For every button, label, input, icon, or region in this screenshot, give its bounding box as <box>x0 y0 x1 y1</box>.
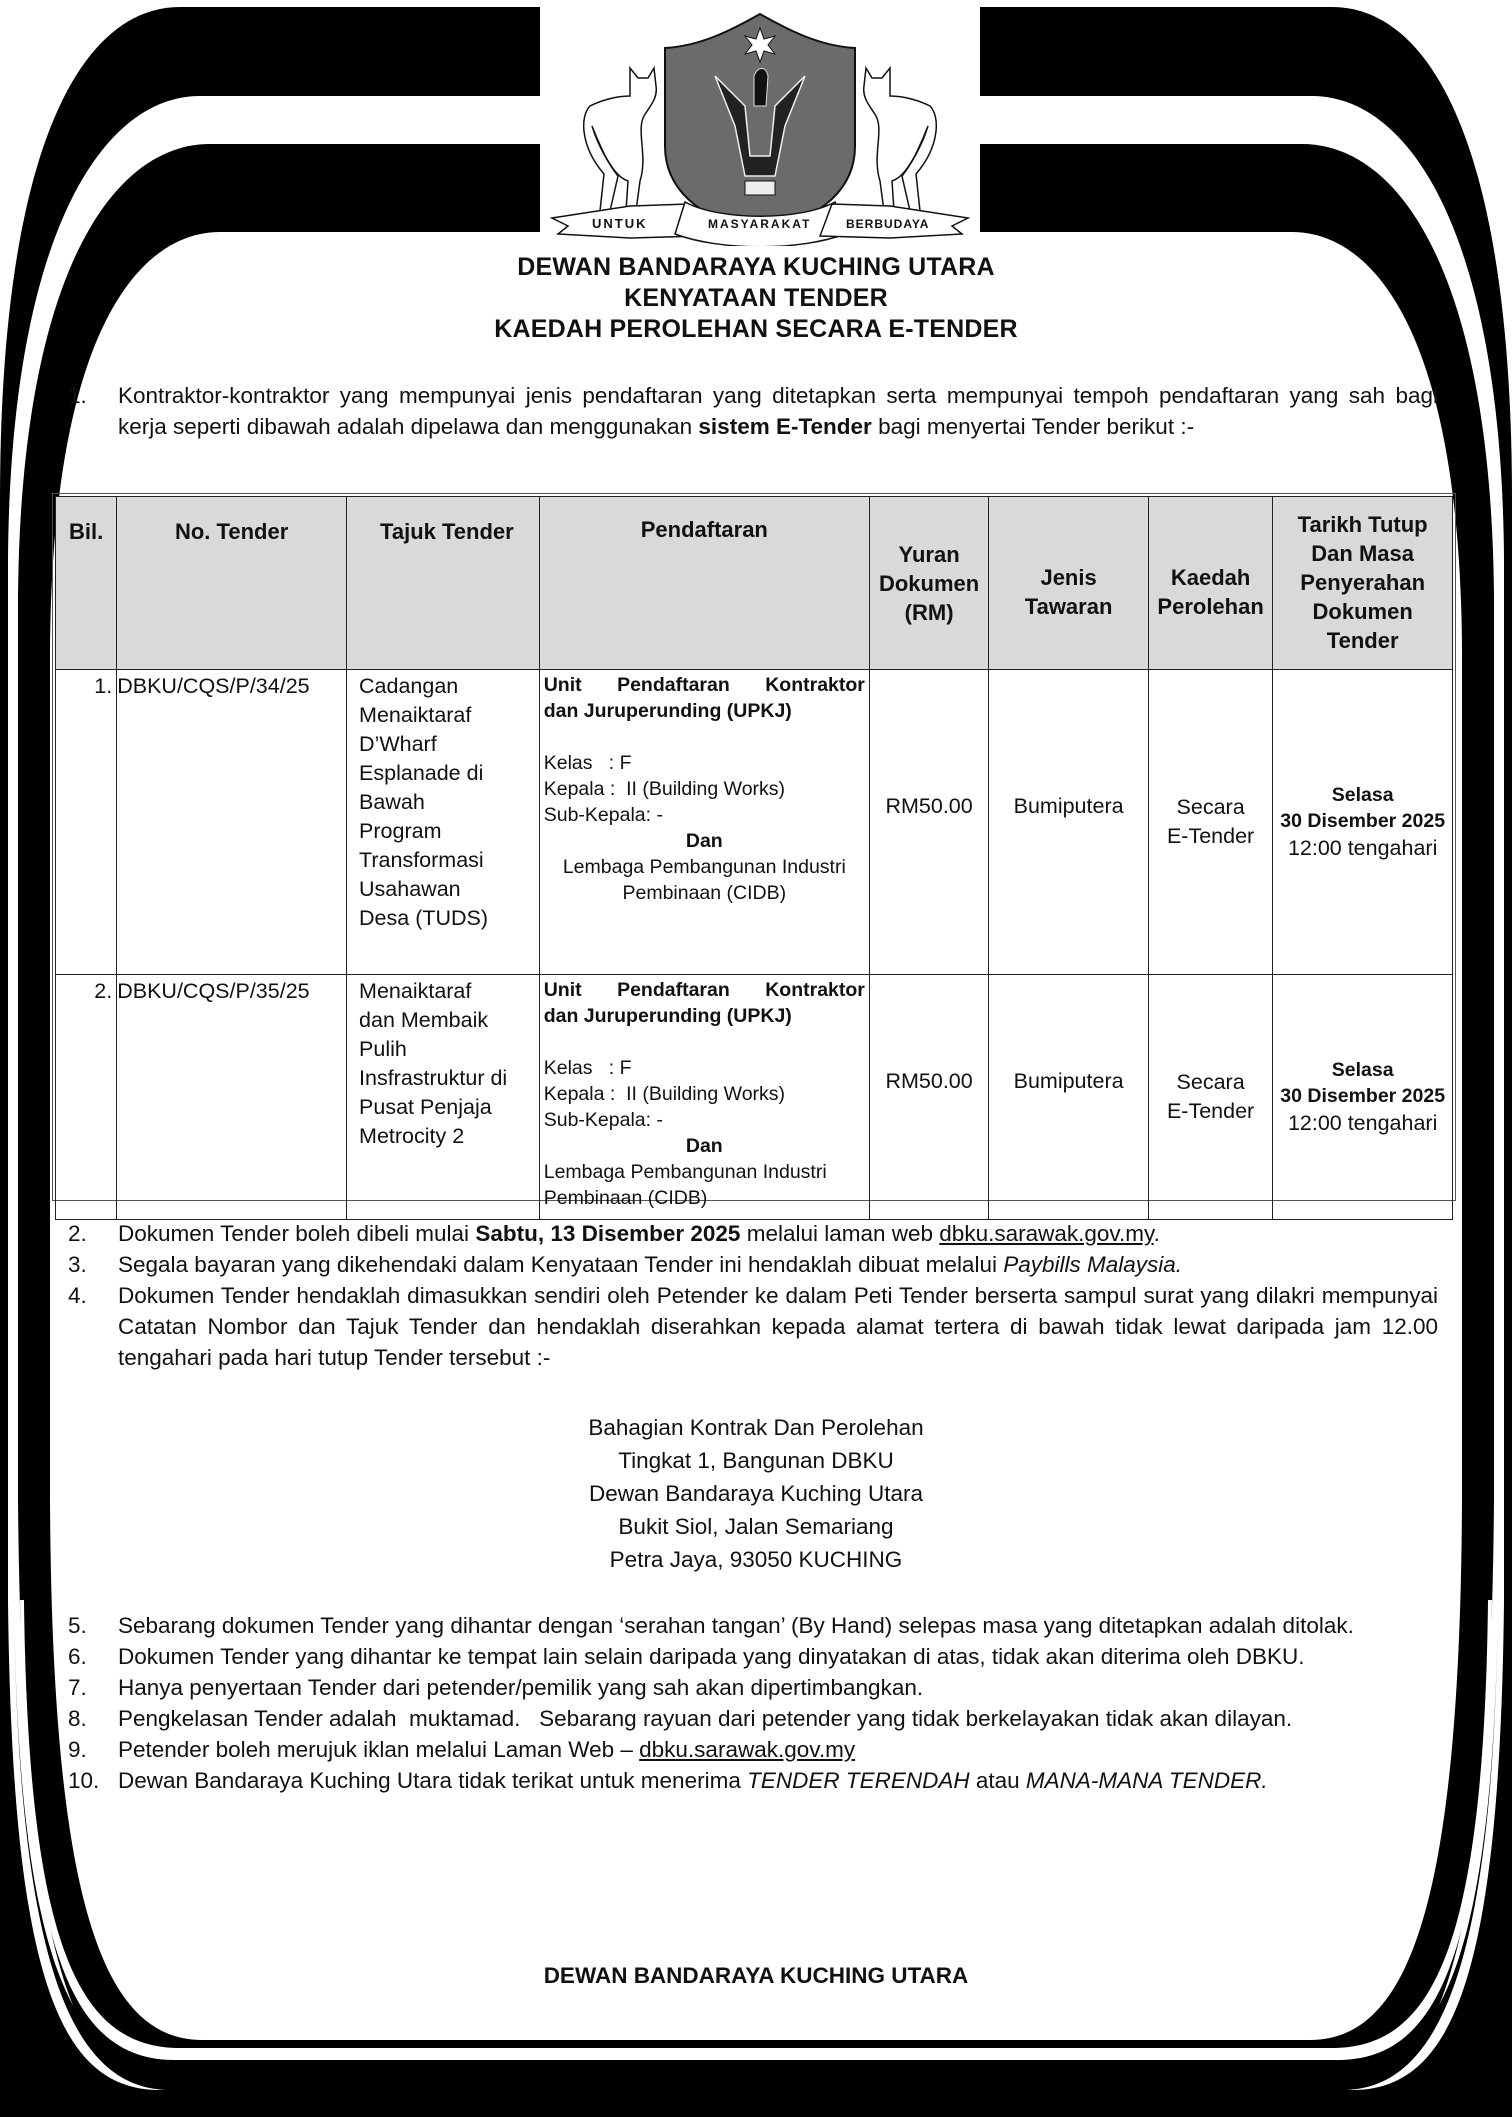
paragraph-number: 1. <box>68 383 87 408</box>
header-yuran-dokumen: Yuran Dokumen (RM) <box>869 497 988 670</box>
footer-signature: DEWAN BANDARAYA KUCHING UTARA <box>543 1963 969 1988</box>
cell-no-tender: DBKU/CQS/P/34/25 <box>117 670 347 975</box>
header-no-tender: No. Tender <box>117 497 347 670</box>
paragraph-4: 4. Dokumen Tender hendaklah dimasukkan sendiri oleh Petender ke dalam Peti Tender berserta sampul surat yang dilakri mempunyai Catatan Nombor dan Tajuk Tender dan hendaklah diserahkan kepada alamat tertera di bawah tidak lewat daripada jam 12.00 tengahari pada hari tutup Tender tersebut :- <box>68 1283 1438 1370</box>
registration-body-upkj: Unit Pendaftaran Kontraktor <box>543 979 865 1001</box>
header-tajuk-tender: Tajuk Tender <box>347 497 540 670</box>
motto-word-2: MASYARAKAT <box>708 217 812 231</box>
cell-tajuk-tender: Cadangan Menaiktaraf D’Wharf Esplanade di Bawah Program Transformasi Usahawan Desa (TUDS) <box>347 670 540 975</box>
tender-table <box>55 496 1453 1220</box>
kepala: Kepala : II (Building Works) <box>543 778 786 800</box>
cell-yuran: RM50.00 <box>869 670 988 975</box>
paragraph-2: 2. Dokumen Tender boleh dibeli mulai Sabtu, 13 Disember 2025 melalui laman web dbku.sarawak.gov.my. <box>68 1221 1160 1246</box>
header-pendaftaran: Pendaftaran <box>539 497 869 670</box>
website-link[interactable]: dbku.sarawak.gov.my <box>939 1221 1154 1246</box>
cell-no-tender: DBKU/CQS/P/35/25 <box>117 975 347 1220</box>
paragraph-body: Kontraktor-kontraktor yang mempunyai jenis pendaftaran yang ditetapkan serta mempunyai tempoh pendaftaran yang sah bagi kerja seperti dibawah adalah dipelawa dan menggunakan sistem E-Tender bagi menyertai Tender berikut :- <box>118 383 1438 439</box>
sub-kepala: Sub-Kepala: - <box>543 1109 663 1131</box>
purchase-start-date: Sabtu, 13 Disember 2025 <box>475 1221 741 1246</box>
sub-kepala: Sub-Kepala: - <box>543 804 663 826</box>
cell-pendaftaran: Unit Pendaftaran Kontraktor dan Juruperunding (UPKJ) Kelas : F Kepala : II (Building Works) Sub-Kepala: - Dan Lembaga Pembangunan Industri Pembinaan (CIDB) <box>539 975 869 1220</box>
left-cat-icon <box>584 68 657 211</box>
submission-address: Bahagian Kontrak Dan Perolehan Tingkat 1, Bangunan DBKU Dewan Bandaraya Kuching Utara Bukit Siol, Jalan Semariang Petra Jaya, 93050 KUCHING <box>588 1415 924 1572</box>
cell-pendaftaran: Unit Pendaftaran Kontraktor dan Juruperunding (UPKJ) Kelas : F Kepala : II (Building Works) Sub-Kepala: - Dan Lembaga Pembangunan Industri Pembinaan (CIDB) <box>539 670 869 975</box>
website-link[interactable]: dbku.sarawak.gov.my <box>639 1737 856 1762</box>
paragraph-8: 8. Pengkelasan Tender adalah muktamad. Sebarang rayuan dari petender yang tidak berkelayakan tidak akan dilayan. <box>68 1706 1293 1731</box>
cell-yuran: RM50.00 <box>869 975 988 1220</box>
header-kaedah-perolehan: Kaedah Perolehan <box>1148 497 1272 670</box>
paragraph-9: 9. Petender boleh merujuk iklan melalui Laman Web – dbku.sarawak.gov.my <box>68 1737 856 1762</box>
right-cat-icon <box>864 68 937 211</box>
notice-title: KENYATAAN TENDER <box>624 284 888 312</box>
registration-body-cidb: Lembaga Pembangunan Industri <box>562 856 846 878</box>
cell-tarikh-tutup: Selasa 30 Disember 2025 12:00 tengahari <box>1273 670 1453 975</box>
dbku-crest-logo <box>540 6 980 246</box>
table-row <box>56 975 1453 1220</box>
kelas: Kelas : F <box>543 1057 632 1079</box>
cell-bil: 2. <box>56 975 117 1220</box>
highlight-etender: sistem E-Tender <box>698 414 872 439</box>
cell-jenis-tawaran: Bumiputera <box>989 670 1149 975</box>
table-header-row <box>56 497 1453 670</box>
paragraph-3: 3. Segala bayaran yang dikehendaki dalam Kenyataan Tender ini hendaklah dibuat melalui Paybills Malaysia. <box>68 1252 1183 1277</box>
method-title: KAEDAH PEROLEHAN SECARA E-TENDER <box>494 315 1018 343</box>
cell-jenis-tawaran: Bumiputera <box>989 975 1149 1220</box>
table-row <box>56 670 1453 975</box>
organisation-title: DEWAN BANDARAYA KUCHING UTARA <box>517 253 995 281</box>
paragraph-10: 10. Dewan Bandaraya Kuching Utara tidak terikat untuk menerima TENDER TERENDAH atau MANA-MANA TENDER. <box>68 1768 1268 1793</box>
header-jenis-tawaran: Jenis Tawaran <box>989 497 1149 670</box>
motto-word-3: BERBUDAYA <box>846 217 930 231</box>
registration-body-cidb: Lembaga Pembangunan Industri <box>543 1161 827 1183</box>
header-bil: Bil. <box>56 497 117 670</box>
kepala: Kepala : II (Building Works) <box>543 1083 786 1105</box>
cell-tajuk-tender: Menaiktaraf dan Membaik Pulih Insfrastruktur di Pusat Penjaja Metrocity 2 <box>347 975 540 1220</box>
paragraph-6: 6. Dokumen Tender yang dihantar ke tempat lain selain daripada yang dinyatakan di atas, tidak akan diterima oleh DBKU. <box>68 1644 1305 1669</box>
paragraph-5: 5. Sebarang dokumen Tender yang dihantar dengan ‘serahan tangan’ (By Hand) selepas masa yang ditetapkan adalah ditolak. <box>68 1613 1354 1638</box>
payment-method: Paybills Malaysia. <box>1003 1252 1183 1277</box>
header-tarikh-tutup: Tarikh Tutup Dan Masa Penyerahan Dokumen Tender <box>1273 497 1453 670</box>
paragraph-1 <box>68 380 1438 442</box>
cell-kaedah: Secara E-Tender <box>1148 670 1272 975</box>
cell-bil: 1. <box>56 670 117 975</box>
cell-tarikh-tutup: Selasa 30 Disember 2025 12:00 tengahari <box>1273 975 1453 1220</box>
motto-word-1: UNTUK <box>592 216 648 231</box>
cell-kaedah: Secara E-Tender <box>1148 975 1272 1220</box>
kelas: Kelas : F <box>543 752 632 774</box>
paragraph-7: 7. Hanya penyertaan Tender dari petender/pemilik yang sah akan dipertimbangkan. <box>68 1675 924 1700</box>
registration-body-upkj: Unit Pendaftaran Kontraktor <box>543 674 865 696</box>
document-title-block <box>0 252 1512 345</box>
